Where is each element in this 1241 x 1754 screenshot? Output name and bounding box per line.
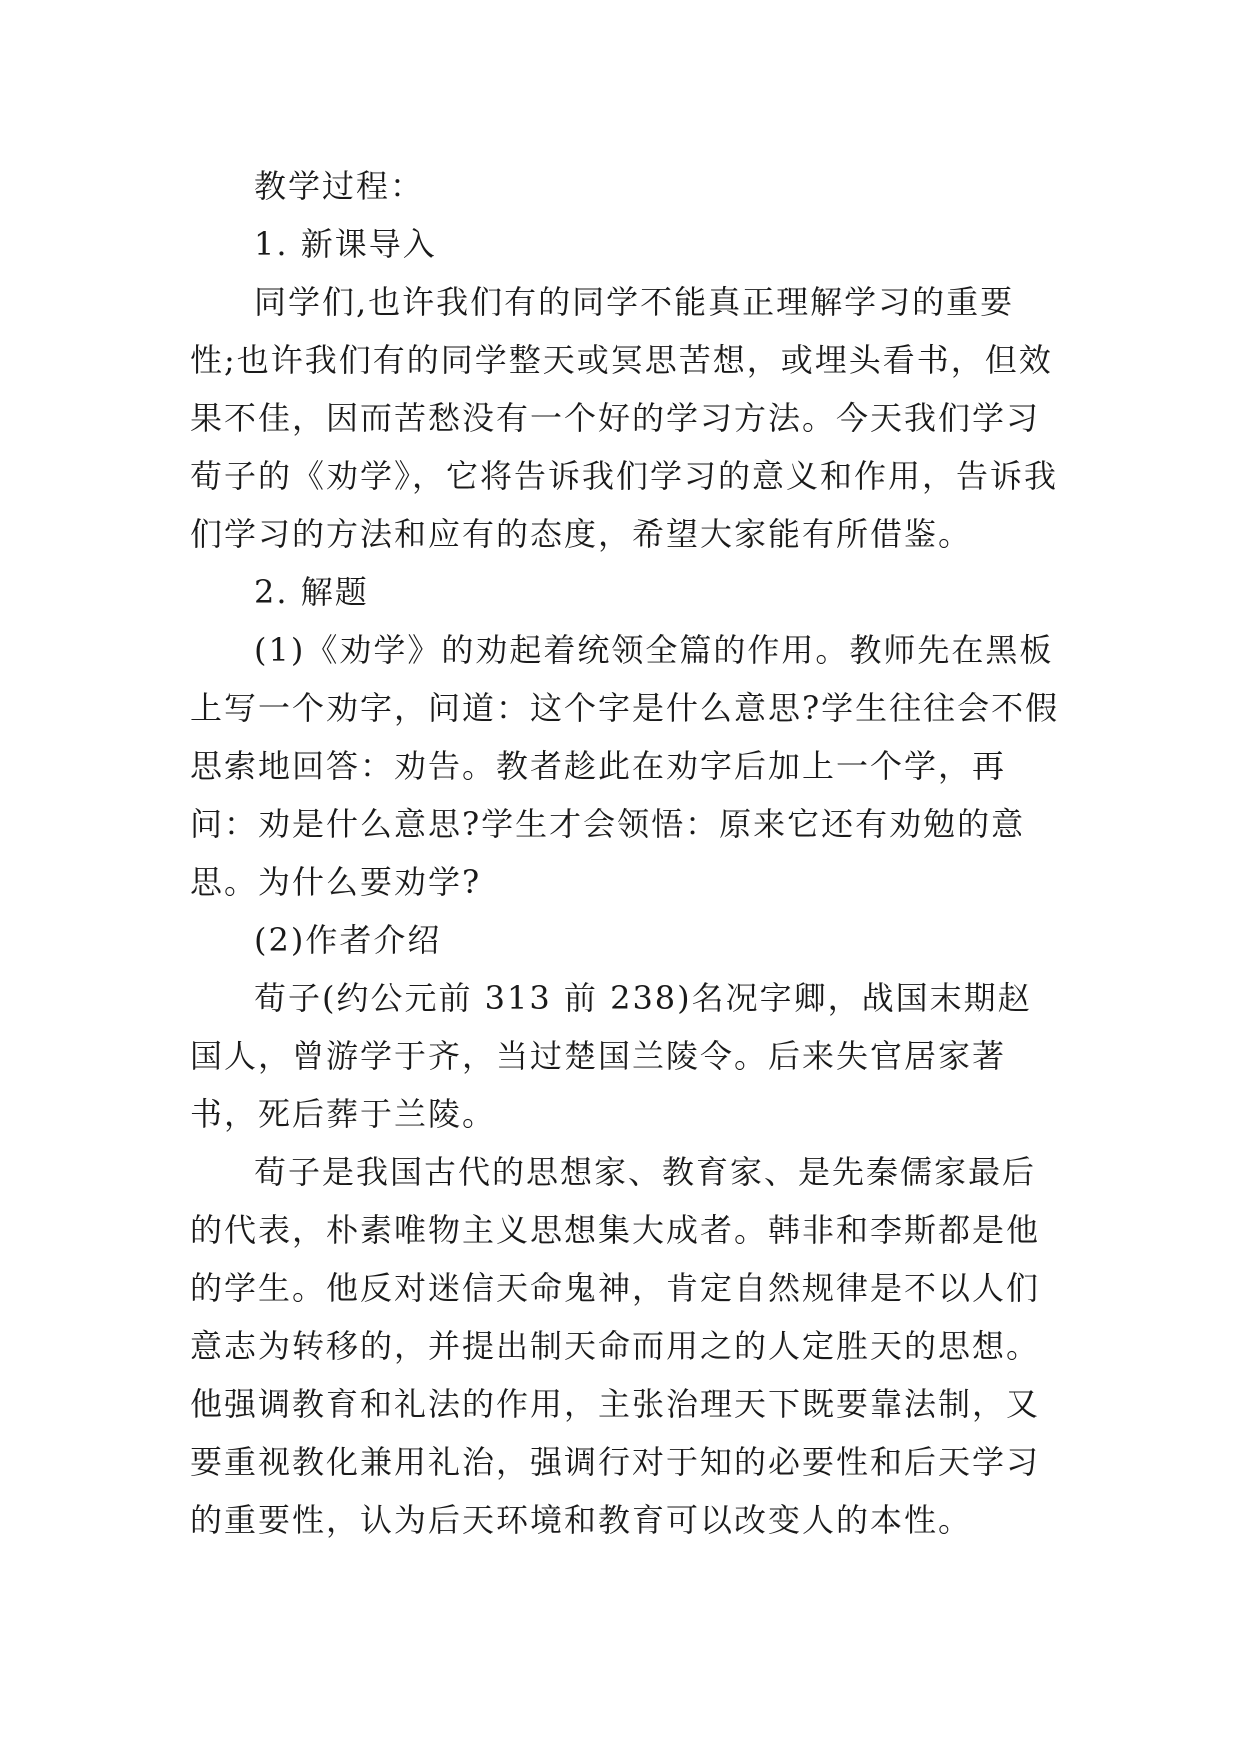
intro-paragraph: 同学们,也许我们有的同学不能真正理解学习的重要性;也许我们有的同学整天或冥思苦想，或埋头看书，但效果不佳，因而苦愁没有一个好的学习方法。今天我们学习荀子的《劝学》，它将告诉我们学习的意义和作用，告诉我们学习的方法和应有的态度，希望大家能有所借鉴。 — [190, 283, 1059, 553]
subsection-title-author: (2)作者介绍 — [254, 921, 442, 959]
explain-topic-paragraph: (1)《劝学》的劝起着统领全篇的作用。教师先在黑板上写一个劝字，问道：这个字是什么意思?学生往往会不假思索地回答：劝告。教者趁此在劝字后加上一个学，再问：劝是什么意思?学生才会领悟：原来它还有劝勉的意思。为什么要劝学? — [190, 631, 1060, 901]
section-title-new-lesson: 1. 新课导入 — [254, 225, 437, 263]
author-bio-paragraph: 荀子(约公元前 313 前 238)名况字卿，战国末期赵国人，曾游学于齐，当过楚国兰陵令。后来失官居家著书，死后葬于兰陵。 — [190, 979, 1032, 1133]
heading-teaching-process: 教学过程： — [254, 167, 425, 205]
document-body — [190, 157, 1060, 1549]
section-title-explain-topic: 2. 解题 — [254, 573, 369, 611]
author-thought-paragraph: 荀子是我国古代的思想家、教育家、是先秦儒家最后的代表，朴素唯物主义思想集大成者。韩非和李斯都是他的学生。他反对迷信天命鬼神，肯定自然规律是不以人们意志为转移的，并提出制天命而用之的人定胜天的思想。他强调教育和礼法的作用，主张治理天下既要靠法制，又要重视教化兼用礼治，强调行对于知的必要性和后天学习的重要性，认为后天环境和教育可以改变人的本性。 — [190, 1153, 1041, 1539]
